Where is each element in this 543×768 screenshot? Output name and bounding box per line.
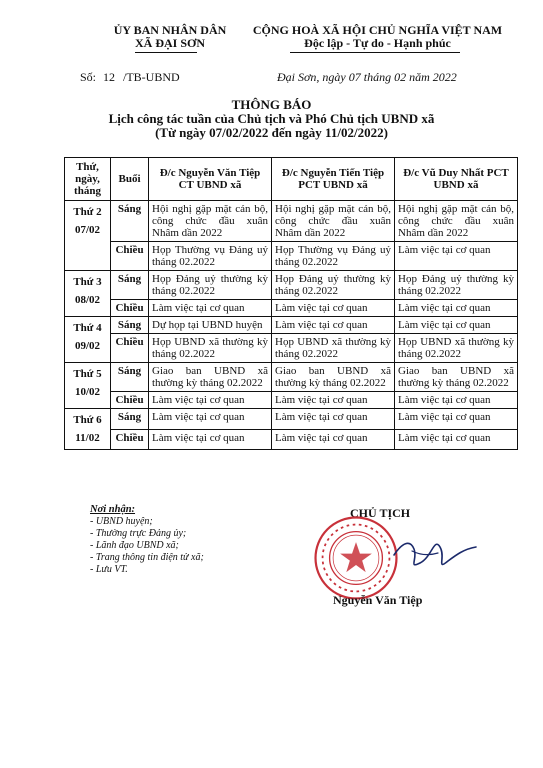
day-date: 08/02 (74, 294, 101, 306)
day-date: 09/02 (74, 340, 101, 352)
org-line-2: XÃ ĐẠI SƠN (134, 36, 205, 50)
task-cell: Làm việc tại cơ quan (272, 300, 395, 317)
doc-no-suffix: /TB-UBND (123, 70, 180, 84)
recipient-item: - Trang thông tin điện tử xã; (90, 552, 204, 563)
handwritten-signature (390, 525, 480, 580)
table-row (65, 409, 518, 430)
table-row (65, 334, 518, 363)
recipient-item: - Lưu VT. (90, 564, 128, 575)
table-header-row (65, 158, 518, 201)
day-label: Thứ 4 (73, 322, 102, 334)
task-cell: Họp Đảng uỷ thường kỳ tháng 02.2022 (149, 271, 272, 300)
session-cell: Chiều (111, 300, 149, 317)
day-cell (65, 317, 111, 363)
recipient-item: - UBND huyện; (90, 516, 153, 527)
session-cell: Chiều (111, 429, 149, 450)
document-number (80, 70, 180, 85)
task-cell: Giao ban UBND xã thường kỳ tháng 02.2022 (395, 363, 518, 392)
table-row (65, 363, 518, 392)
task-cell: Họp Đảng uỷ thường kỳ tháng 02.2022 (395, 271, 518, 300)
task-cell: Họp Đảng uỷ thường kỳ tháng 02.2022 (272, 271, 395, 300)
session-cell: Sáng (111, 409, 149, 430)
task-cell: Giao ban UBND xã thường kỳ tháng 02.2022 (149, 363, 272, 392)
task-cell: Họp UBND xã thường kỳ tháng 02.2022 (395, 334, 518, 363)
day-label: Thứ 3 (73, 276, 102, 288)
session-cell: Chiều (111, 334, 149, 363)
task-cell: Làm việc tại cơ quan (395, 242, 518, 271)
header-col-3: Đ/c Vũ Duy Nhất PCT UBND xã (395, 158, 518, 201)
task-cell: Làm việc tại cơ quan (149, 300, 272, 317)
table-row (65, 242, 518, 271)
day-label: Thứ 2 (73, 206, 102, 218)
task-cell: Làm việc tại cơ quan (395, 300, 518, 317)
task-cell: Làm việc tại cơ quan (395, 392, 518, 409)
document-date: Đại Sơn, ngày 07 tháng 02 năm 2022 (277, 70, 457, 84)
task-cell: Giao ban UBND xã thường kỳ tháng 02.2022 (272, 363, 395, 392)
org-header (100, 24, 240, 50)
task-cell: Họp Thường vụ Đảng uỷ tháng 02.2022 (149, 242, 272, 271)
nation-header (235, 24, 520, 50)
task-cell: Làm việc tại cơ quan (395, 317, 518, 334)
day-date: 11/02 (75, 432, 100, 444)
session-cell: Chiều (111, 392, 149, 409)
task-cell: Làm việc tại cơ quan (149, 429, 272, 450)
task-cell: Làm việc tại cơ quan (149, 409, 272, 430)
header-session: Buổi (111, 158, 149, 201)
session-cell: Sáng (111, 271, 149, 300)
task-cell: Họp UBND xã thường kỳ tháng 02.2022 (272, 334, 395, 363)
task-cell: Họp UBND xã thường kỳ tháng 02.2022 (149, 334, 272, 363)
signer-title: CHỦ TỊCH (350, 506, 411, 520)
session-cell: Sáng (111, 317, 149, 334)
day-label: Thứ 5 (73, 368, 102, 380)
task-cell: Làm việc tại cơ quan (149, 392, 272, 409)
schedule-table (64, 157, 518, 450)
task-cell: Làm việc tại cơ quan (272, 429, 395, 450)
day-cell (65, 409, 111, 450)
doc-no-label: Số: (80, 70, 97, 84)
day-label: Thứ 6 (73, 414, 102, 426)
header-col-1: Đ/c Nguyễn Văn Tiệp CT UBND xã (149, 158, 272, 201)
day-date: 10/02 (74, 386, 101, 398)
task-cell: Dự họp tại UBND huyện (149, 317, 272, 334)
table-row (65, 429, 518, 450)
task-cell: Làm việc tại cơ quan (272, 409, 395, 430)
recipients-heading: Nơi nhận: (90, 504, 136, 515)
org-line-1: ỦY BAN NHÂN DÂN (113, 23, 227, 37)
table-row (65, 392, 518, 409)
recipient-item: - Thường trực Đảng ủy; (90, 528, 187, 539)
document-title: THÔNG BÁO (231, 97, 312, 112)
table-row (65, 271, 518, 300)
document-title-block (0, 98, 543, 140)
org-underline (135, 52, 197, 53)
official-seal (312, 514, 400, 602)
motto-underline (290, 52, 460, 53)
document-subtitle-1: Lịch công tác tuần của Chủ tịch và Phó Chủ tịch UBND xã (108, 111, 435, 126)
doc-no-value: 12 (103, 70, 116, 84)
header-col-2: Đ/c Nguyễn Tiến Tiệp PCT UBND xã (272, 158, 395, 201)
task-cell: Làm việc tại cơ quan (395, 409, 518, 430)
header-day: Thứ, ngày, tháng (65, 158, 111, 201)
table-row (65, 300, 518, 317)
recipient-item: - Lãnh đạo UBND xã; (90, 540, 179, 551)
nation-line-2: Độc lập - Tự do - Hạnh phúc (304, 36, 451, 50)
task-cell: Làm việc tại cơ quan (272, 392, 395, 409)
signer-name: Nguyễn Văn Tiệp (333, 593, 423, 607)
session-cell: Sáng (111, 363, 149, 392)
table-row (65, 317, 518, 334)
task-cell: Làm việc tại cơ quan (395, 429, 518, 450)
day-date: 07/02 (74, 224, 101, 236)
table-row (65, 201, 518, 242)
task-cell: Làm việc tại cơ quan (272, 317, 395, 334)
recipients-block (90, 504, 204, 576)
task-cell: Hội nghị gặp mặt cán bộ, công chức đầu xuân Nhâm dần 2022 (395, 201, 518, 242)
day-cell (65, 363, 111, 409)
task-cell: Họp Thường vụ Đảng uỷ tháng 02.2022 (272, 242, 395, 271)
day-cell (65, 271, 111, 317)
session-cell: Sáng (111, 201, 149, 242)
task-cell: Hội nghị gặp mặt cán bộ, công chức đầu xuân Nhâm dần 2022 (272, 201, 395, 242)
day-cell (65, 201, 111, 271)
nation-line-1: CỘNG HOÀ XÃ HỘI CHỦ NGHĨA VIỆT NAM (252, 23, 503, 37)
session-cell: Chiều (111, 242, 149, 271)
task-cell: Hội nghị gặp mặt cán bộ, công chức đầu xuân Nhâm dần 2022 (149, 201, 272, 242)
document-subtitle-2: (Từ ngày 07/02/2022 đến ngày 11/02/2022) (155, 125, 388, 140)
